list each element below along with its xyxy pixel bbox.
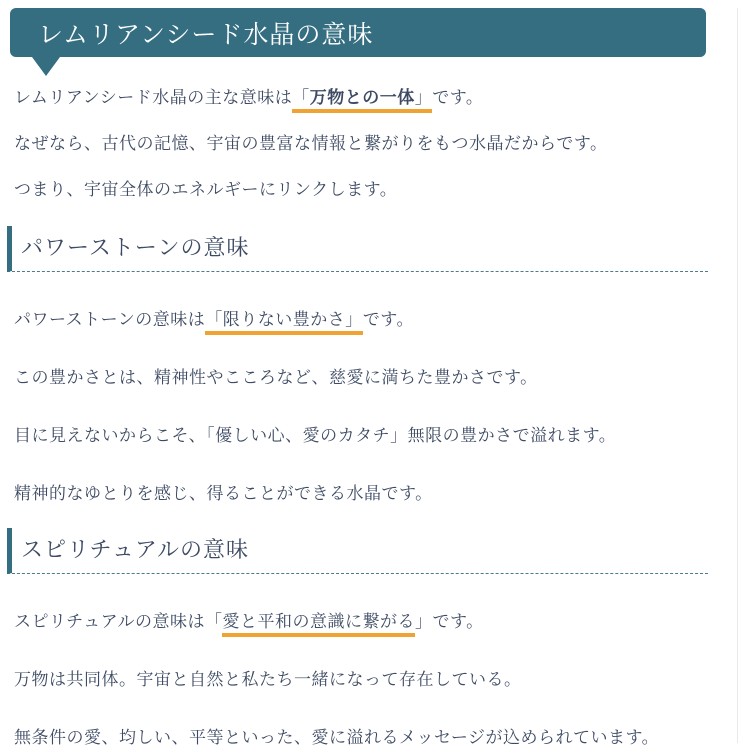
paragraph: つまり、宇宙全体のエネルギーにリンクします。: [14, 180, 398, 199]
lead-suffix: 」です。: [414, 612, 484, 631]
paragraph: 目に見えないからこそ、「優しい心、愛のカタチ」無限の豊かさで溢れます。: [14, 426, 617, 445]
paragraph: 万物は共同体。宇宙と自然と私たち一緒になって存在している。: [14, 670, 522, 689]
keyword-highlight: 愛と平和の意識に繋がる: [222, 612, 415, 637]
paragraph: 無条件の愛、均しい、平等といった、愛に溢れるメッセージが込められています。: [14, 728, 660, 747]
paragraph-section-lead: [14, 310, 725, 330]
page-title-box: [10, 8, 706, 57]
lead-prefix: スピリチュアルの意味は「: [14, 612, 223, 631]
bracket-open: 「: [292, 88, 310, 107]
lead-suffix: です。: [432, 88, 484, 107]
lead-prefix: パワーストーンの意味は: [14, 310, 206, 329]
paragraph: 精神的なゆとりを感じ、得ることができる水晶です。: [14, 484, 433, 503]
lead-prefix: レムリアンシード水晶の主な意味は: [14, 88, 293, 107]
paragraph: なぜなら、古代の記憶、宇宙の豊富な情報と繋がりをもつ水晶だからです。: [14, 134, 608, 153]
bracket-close: 」: [414, 88, 433, 107]
paragraph-section-lead: [14, 612, 725, 632]
keyword-highlight: 「限りない豊かさ」: [205, 310, 363, 335]
section-heading-spiritual: スピリチュアルの意味: [7, 528, 708, 574]
lead-suffix: です。: [362, 310, 414, 329]
right-edge-divider: [737, 8, 738, 743]
keyword-text: 万物との一体: [309, 88, 415, 107]
page-title: レムリアンシード水晶の意味: [38, 20, 374, 49]
balloon-tail-pointer: [32, 57, 60, 76]
section-heading-powerstone: パワーストーンの意味: [7, 226, 708, 272]
paragraph-intro-lead: [14, 88, 725, 108]
keyword-highlight: [292, 88, 432, 113]
paragraph: この豊かさとは、精神性やこころなど、慈愛に満ちた豊かさです。: [14, 368, 538, 387]
